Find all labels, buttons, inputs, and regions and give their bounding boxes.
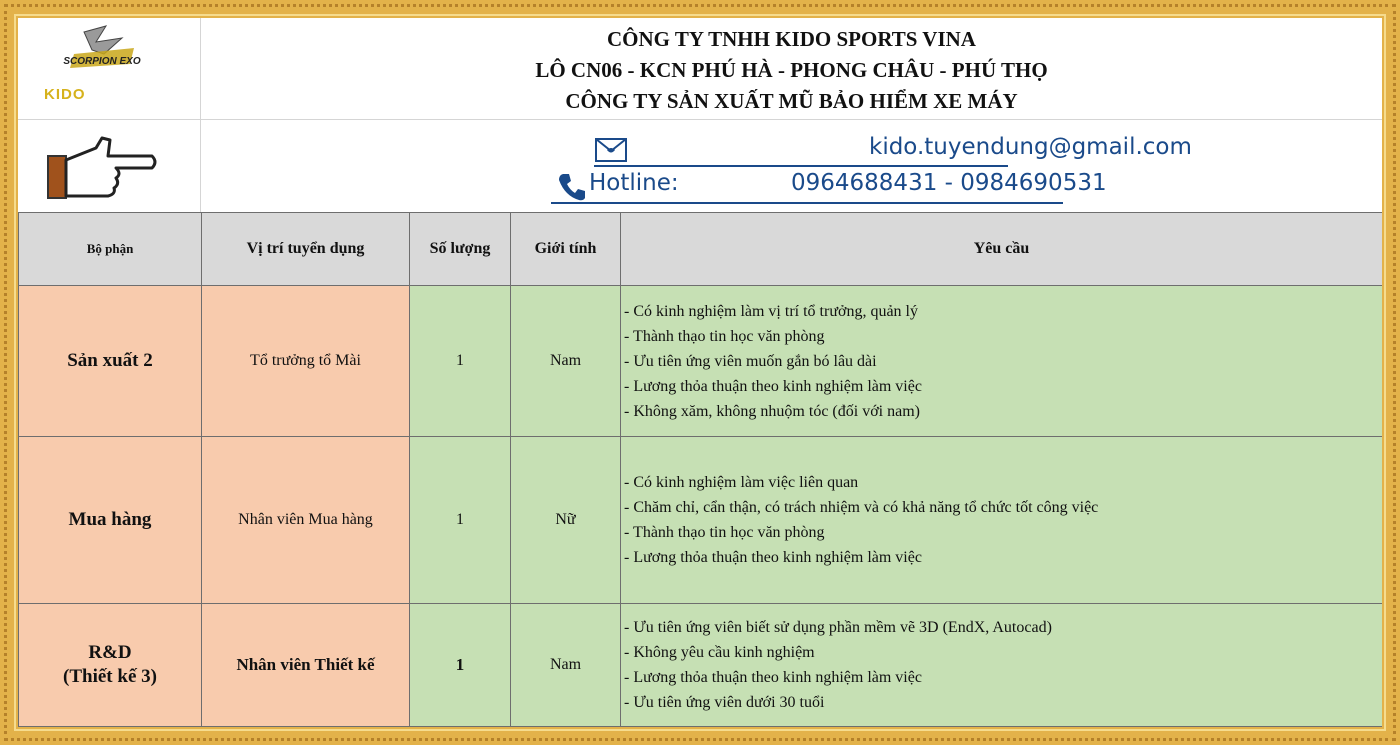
- requirement-item: - Thành thạo tin học văn phòng: [624, 327, 825, 345]
- hotline-underline: [551, 202, 1063, 204]
- gender-cell: Nam: [511, 604, 621, 727]
- company-description: CÔNG TY SẢN XUẤT MŨ BẢO HIỂM XE MÁY: [565, 89, 1018, 113]
- department-cell: Sản xuất 2: [19, 286, 202, 437]
- position-cell: Tổ trưởng tổ Mài: [202, 286, 410, 437]
- position-cell: Nhân viên Mua hàng: [202, 437, 410, 604]
- requirement-item: - Không xăm, không nhuộm tóc (đối với nam): [624, 402, 920, 420]
- company-address: LÔ CN06 - KCN PHÚ HÀ - PHONG CHÂU - PHÚ THỌ: [535, 58, 1048, 82]
- col-header-department: Bộ phận: [19, 213, 202, 286]
- logo-text: SCORPION EXO: [63, 56, 141, 67]
- hotline-numbers[interactable]: 0964688431 - 0984690531: [791, 170, 1107, 196]
- quantity-cell: 1: [410, 604, 511, 727]
- department-cell: [19, 604, 202, 727]
- table-header-row: [19, 213, 1383, 286]
- email-underline: [594, 165, 1008, 167]
- table-row: [19, 286, 1383, 437]
- mail-icon: [595, 138, 627, 162]
- department-cell: Mua hàng: [19, 437, 202, 604]
- department-line: R&D: [88, 642, 132, 663]
- requirement-item: - Lương thỏa thuận theo kinh nghiệm làm việc: [624, 669, 922, 686]
- col-header-requirements: Yêu cầu: [621, 213, 1383, 286]
- requirement-item: - Không yêu cầu kinh nghiệm: [624, 644, 815, 661]
- pointing-hand-icon: [46, 130, 158, 202]
- requirement-item: - Ưu tiên ứng viên dưới 30 tuổi: [624, 694, 825, 711]
- logo-cell: [18, 18, 201, 120]
- header: [18, 18, 1382, 212]
- company-title-cell: [201, 18, 1382, 120]
- contact-cell: [201, 120, 1382, 212]
- table-row: [19, 604, 1383, 727]
- requirements-cell: [621, 437, 1383, 604]
- requirement-item: - Ưu tiên ứng viên muốn gắn bó lâu dài: [624, 352, 877, 370]
- quantity-cell: 1: [410, 286, 511, 437]
- requirements-cell: [621, 604, 1383, 727]
- hand-cell: [18, 120, 201, 212]
- hotline-label: Hotline:: [589, 170, 679, 196]
- quantity-cell: 1: [410, 437, 511, 604]
- requirement-item: - Chăm chỉ, cẩn thận, có trách nhiệm và có khả năng tổ chức tốt công việc: [624, 499, 1099, 516]
- gender-cell: Nữ: [511, 437, 621, 604]
- company-name: CÔNG TY TNHH KIDO SPORTS VINA: [607, 27, 976, 51]
- scorpion-logo-icon: [44, 24, 164, 84]
- email-link[interactable]: kido.tuyendung@gmail.com: [869, 134, 1192, 160]
- requirement-item: - Thành thạo tin học văn phòng: [624, 524, 825, 541]
- recruitment-table: [18, 212, 1382, 727]
- col-header-position: Vị trí tuyển dụng: [202, 213, 410, 286]
- phone-icon: [557, 172, 587, 202]
- requirement-item: - Lương thỏa thuận theo kinh nghiệm làm việc: [624, 377, 922, 395]
- brand-name: KIDO: [44, 86, 86, 103]
- requirements-cell: [621, 286, 1383, 437]
- col-header-gender: Giới tính: [511, 213, 621, 286]
- requirement-item: - Có kinh nghiệm làm việc liên quan: [624, 474, 859, 491]
- requirement-item: - Có kinh nghiệm làm vị trí tổ trưởng, quản lý: [624, 302, 918, 320]
- gender-cell: Nam: [511, 286, 621, 437]
- department-line: (Thiết kế 3): [63, 666, 157, 687]
- col-header-quantity: Số lượng: [410, 213, 511, 286]
- requirement-item: - Ưu tiên ứng viên biết sử dụng phần mềm vẽ 3D (EndX, Autocad): [624, 619, 1052, 636]
- table-row: [19, 437, 1383, 604]
- position-cell: Nhân viên Thiết kế: [202, 604, 410, 727]
- recruitment-sheet: [18, 18, 1382, 727]
- requirement-item: - Lương thỏa thuận theo kinh nghiệm làm việc: [624, 549, 922, 566]
